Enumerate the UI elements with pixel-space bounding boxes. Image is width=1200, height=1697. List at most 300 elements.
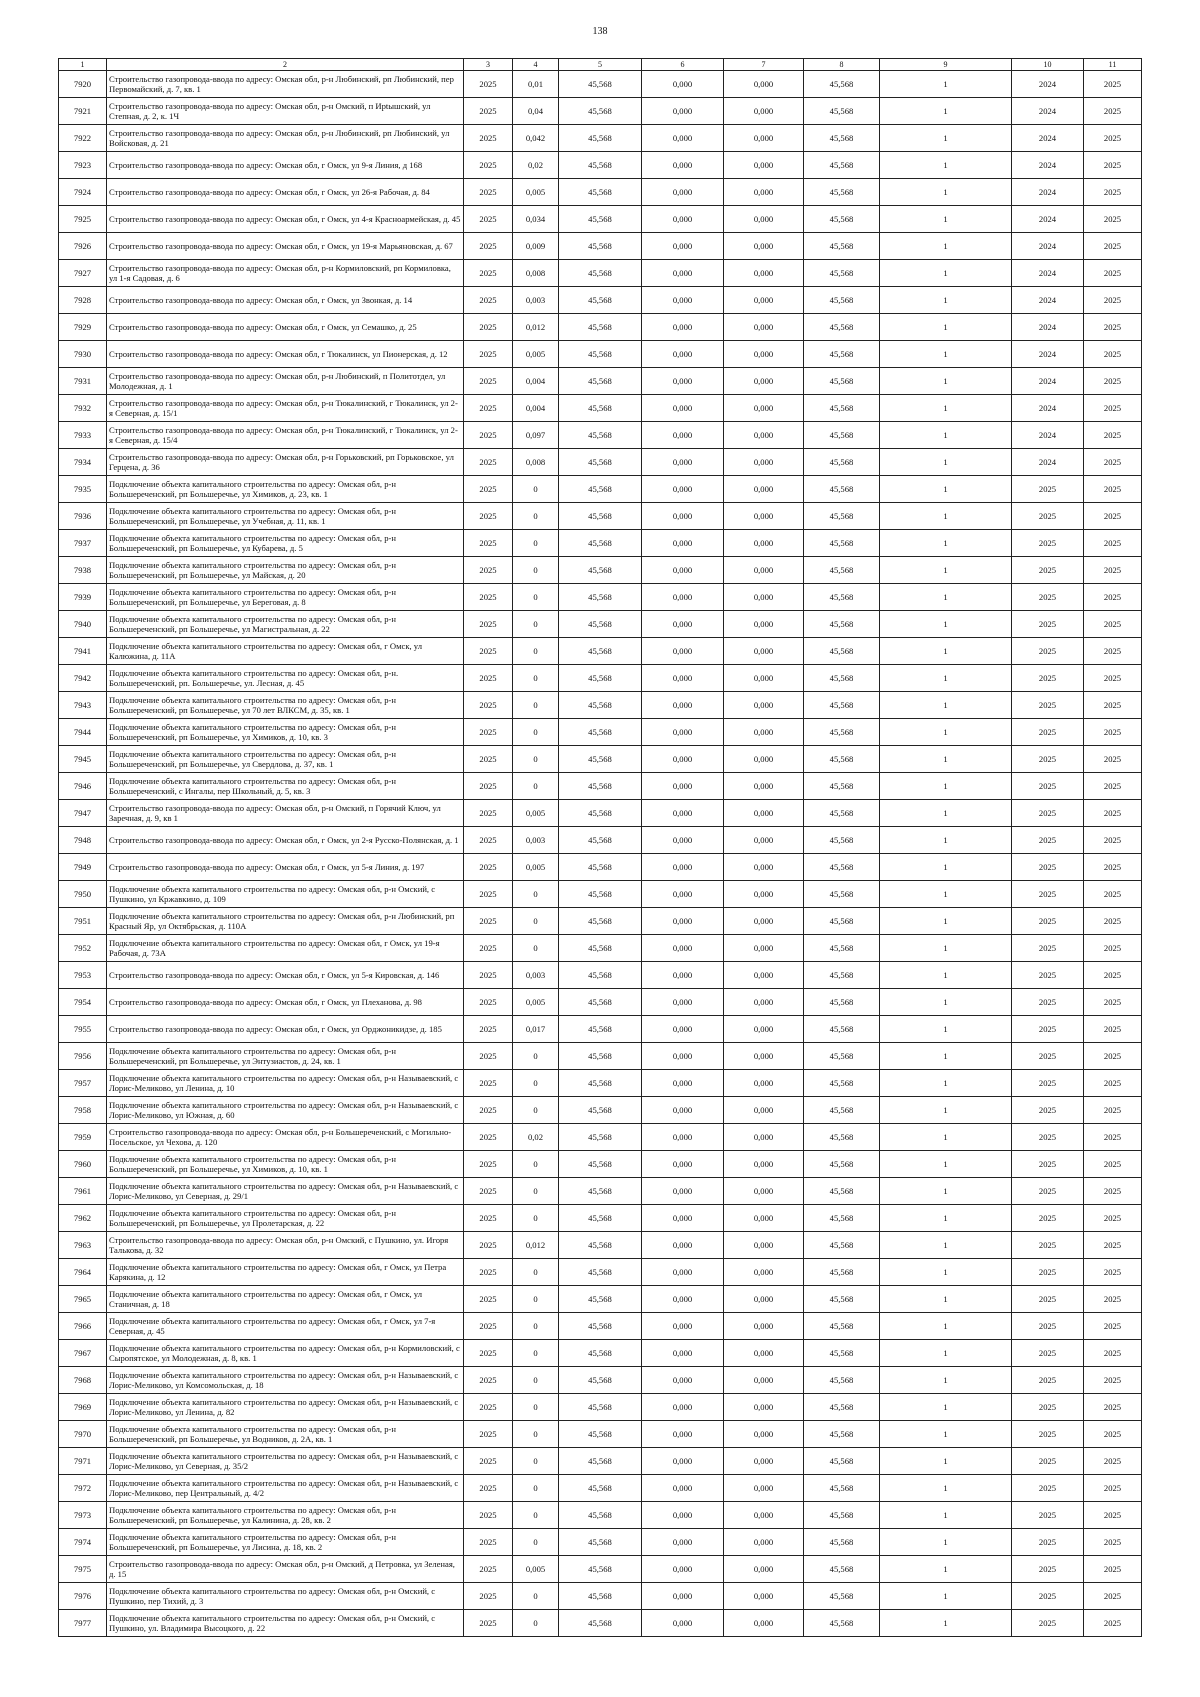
table-cell-col-4: 0,02 [513, 1124, 559, 1151]
table-cell-col-1: 7947 [59, 800, 107, 827]
table-cell-col-2: Подключение объекта капитального строительства по адресу: Омская обл, р-н Называевский, с Лорис-Меликово, ул Комсомольская, д. 18 [107, 1367, 464, 1394]
table-cell-col-5: 45,568 [559, 503, 642, 530]
table-cell-col-4: 0,097 [513, 422, 559, 449]
table-cell-col-5: 45,568 [559, 1475, 642, 1502]
table-cell-col-3: 2025 [464, 908, 513, 935]
table-cell-col-5: 45,568 [559, 557, 642, 584]
table-cell-col-4: 0,005 [513, 341, 559, 368]
table-cell-col-9: 1 [880, 800, 1012, 827]
table-row [59, 395, 1142, 422]
table-cell-col-7: 0,000 [724, 152, 804, 179]
table-cell-col-7: 0,000 [724, 287, 804, 314]
table-cell-col-7: 0,000 [724, 1583, 804, 1610]
table-cell-col-11: 2025 [1084, 1421, 1142, 1448]
column-number-6: 6 [642, 59, 724, 71]
table-cell-col-11: 2025 [1084, 1097, 1142, 1124]
table-cell-col-10: 2025 [1012, 1448, 1084, 1475]
table-cell-col-8: 45,568 [804, 179, 880, 206]
table-cell-col-11: 2025 [1084, 1043, 1142, 1070]
table-cell-col-9: 1 [880, 611, 1012, 638]
table-cell-col-9: 1 [880, 638, 1012, 665]
table-cell-col-8: 45,568 [804, 692, 880, 719]
table-cell-col-4: 0 [513, 1502, 559, 1529]
table-cell-col-9: 1 [880, 71, 1012, 98]
table-cell-col-7: 0,000 [724, 1610, 804, 1637]
table-cell-col-5: 45,568 [559, 395, 642, 422]
table-cell-col-10: 2025 [1012, 1475, 1084, 1502]
table-cell-col-2: Подключение объекта капитального строительства по адресу: Омская обл, р-н Большереченский, рп Большеречье, ул Химиков, д. 10, кв. 3 [107, 719, 464, 746]
table-row [59, 206, 1142, 233]
table-cell-col-11: 2025 [1084, 314, 1142, 341]
table-cell-col-8: 45,568 [804, 314, 880, 341]
table-cell-col-3: 2025 [464, 1583, 513, 1610]
table-cell-col-6: 0,000 [642, 206, 724, 233]
table-cell-col-4: 0,005 [513, 989, 559, 1016]
table-row [59, 71, 1142, 98]
table-cell-col-11: 2025 [1084, 341, 1142, 368]
table-cell-col-7: 0,000 [724, 881, 804, 908]
table-cell-col-5: 45,568 [559, 368, 642, 395]
table-cell-col-9: 1 [880, 233, 1012, 260]
table-cell-col-7: 0,000 [724, 503, 804, 530]
table-cell-col-11: 2025 [1084, 1286, 1142, 1313]
table-cell-col-10: 2025 [1012, 773, 1084, 800]
table-row [59, 1313, 1142, 1340]
table-row [59, 773, 1142, 800]
table-cell-col-1: 7942 [59, 665, 107, 692]
table-cell-col-11: 2025 [1084, 1070, 1142, 1097]
table-cell-col-2: Подключение объекта капитального строительства по адресу: Омская обл, р-н Большереченский, рп Большеречье, ул Магистральная, д. 22 [107, 611, 464, 638]
table-cell-col-11: 2025 [1084, 1475, 1142, 1502]
table-cell-col-9: 1 [880, 422, 1012, 449]
table-cell-col-8: 45,568 [804, 503, 880, 530]
table-cell-col-1: 7977 [59, 1610, 107, 1637]
table-cell-col-4: 0 [513, 1070, 559, 1097]
table-cell-col-8: 45,568 [804, 1313, 880, 1340]
table-cell-col-3: 2025 [464, 935, 513, 962]
table-cell-col-6: 0,000 [642, 935, 724, 962]
table-cell-col-3: 2025 [464, 368, 513, 395]
table-cell-col-8: 45,568 [804, 773, 880, 800]
table-cell-col-9: 1 [880, 1178, 1012, 1205]
table-row [59, 233, 1142, 260]
table-cell-col-1: 7968 [59, 1367, 107, 1394]
table-cell-col-5: 45,568 [559, 260, 642, 287]
table-cell-col-1: 7927 [59, 260, 107, 287]
table-cell-col-3: 2025 [464, 1340, 513, 1367]
table-cell-col-3: 2025 [464, 314, 513, 341]
table-cell-col-7: 0,000 [724, 827, 804, 854]
table-cell-col-5: 45,568 [559, 1016, 642, 1043]
table-cell-col-8: 45,568 [804, 1259, 880, 1286]
table-cell-col-1: 7938 [59, 557, 107, 584]
table-cell-col-6: 0,000 [642, 1610, 724, 1637]
table-cell-col-7: 0,000 [724, 1259, 804, 1286]
table-cell-col-10: 2025 [1012, 584, 1084, 611]
table-cell-col-2: Подключение объекта капитального строительства по адресу: Омская обл, р-н Большереченский, рп Большеречье, ул Калинина, д. 28, кв. 2 [107, 1502, 464, 1529]
table-cell-col-8: 45,568 [804, 1016, 880, 1043]
table-cell-col-8: 45,568 [804, 1205, 880, 1232]
table-cell-col-3: 2025 [464, 584, 513, 611]
table-cell-col-3: 2025 [464, 1178, 513, 1205]
table-cell-col-9: 1 [880, 665, 1012, 692]
table-cell-col-5: 45,568 [559, 233, 642, 260]
column-number-2: 2 [107, 59, 464, 71]
table-cell-col-6: 0,000 [642, 368, 724, 395]
table-cell-col-11: 2025 [1084, 1259, 1142, 1286]
table-cell-col-7: 0,000 [724, 989, 804, 1016]
table-cell-col-7: 0,000 [724, 1097, 804, 1124]
table-cell-col-1: 7962 [59, 1205, 107, 1232]
table-cell-col-5: 45,568 [559, 1151, 642, 1178]
table-cell-col-1: 7943 [59, 692, 107, 719]
table-cell-col-3: 2025 [464, 395, 513, 422]
table-cell-col-10: 2025 [1012, 1286, 1084, 1313]
table-row [59, 638, 1142, 665]
table-cell-col-1: 7923 [59, 152, 107, 179]
table-cell-col-1: 7957 [59, 1070, 107, 1097]
table-cell-col-3: 2025 [464, 1097, 513, 1124]
table-cell-col-11: 2025 [1084, 530, 1142, 557]
table-cell-col-1: 7932 [59, 395, 107, 422]
table-cell-col-7: 0,000 [724, 1232, 804, 1259]
table-cell-col-11: 2025 [1084, 1529, 1142, 1556]
table-cell-col-8: 45,568 [804, 341, 880, 368]
table-cell-col-6: 0,000 [642, 1232, 724, 1259]
table-cell-col-6: 0,000 [642, 449, 724, 476]
table-cell-col-11: 2025 [1084, 854, 1142, 881]
table-cell-col-3: 2025 [464, 962, 513, 989]
table-cell-col-2: Подключение объекта капитального строительства по адресу: Омская обл, г Омск, ул Калюжина, д. 11А [107, 638, 464, 665]
table-cell-col-2: Строительство газопровода-ввода по адресу: Омская обл, г Омск, ул 26-я Рабочая, д. 84 [107, 179, 464, 206]
table-row [59, 908, 1142, 935]
table-cell-col-10: 2025 [1012, 638, 1084, 665]
table-cell-col-5: 45,568 [559, 422, 642, 449]
table-cell-col-10: 2025 [1012, 800, 1084, 827]
table-cell-col-9: 1 [880, 1286, 1012, 1313]
table-cell-col-3: 2025 [464, 233, 513, 260]
table-cell-col-10: 2025 [1012, 1259, 1084, 1286]
table-cell-col-6: 0,000 [642, 287, 724, 314]
table-cell-col-7: 0,000 [724, 1313, 804, 1340]
table-cell-col-11: 2025 [1084, 260, 1142, 287]
table-cell-col-2: Строительство газопровода-ввода по адресу: Омская обл, р-н Любинский, рп Любинский, пер Первомайский, д. 7, кв. 1 [107, 71, 464, 98]
table-cell-col-1: 7963 [59, 1232, 107, 1259]
table-cell-col-9: 1 [880, 179, 1012, 206]
table-cell-col-11: 2025 [1084, 1232, 1142, 1259]
table-cell-col-3: 2025 [464, 287, 513, 314]
table-cell-col-8: 45,568 [804, 989, 880, 1016]
table-cell-col-5: 45,568 [559, 1421, 642, 1448]
table-cell-col-9: 1 [880, 719, 1012, 746]
table-cell-col-6: 0,000 [642, 1151, 724, 1178]
table-cell-col-5: 45,568 [559, 854, 642, 881]
table-cell-col-6: 0,000 [642, 719, 724, 746]
table-body [59, 59, 1142, 1637]
table-cell-col-9: 1 [880, 989, 1012, 1016]
table-cell-col-7: 0,000 [724, 395, 804, 422]
table-cell-col-6: 0,000 [642, 1556, 724, 1583]
column-number-8: 8 [804, 59, 880, 71]
table-cell-col-3: 2025 [464, 98, 513, 125]
table-cell-col-9: 1 [880, 1205, 1012, 1232]
table-cell-col-9: 1 [880, 1394, 1012, 1421]
table-cell-col-8: 45,568 [804, 584, 880, 611]
table-cell-col-3: 2025 [464, 1313, 513, 1340]
table-cell-col-1: 7944 [59, 719, 107, 746]
table-cell-col-1: 7969 [59, 1394, 107, 1421]
table-cell-col-7: 0,000 [724, 314, 804, 341]
table-cell-col-4: 0 [513, 611, 559, 638]
table-cell-col-6: 0,000 [642, 692, 724, 719]
table-cell-col-4: 0 [513, 1394, 559, 1421]
table-cell-col-2: Строительство газопровода-ввода по адресу: Омская обл, г Омск, ул 5-я Кировская, д. 146 [107, 962, 464, 989]
table-cell-col-4: 0 [513, 1583, 559, 1610]
table-row [59, 260, 1142, 287]
table-cell-col-11: 2025 [1084, 98, 1142, 125]
table-cell-col-4: 0 [513, 881, 559, 908]
table-cell-col-8: 45,568 [804, 125, 880, 152]
column-number-1: 1 [59, 59, 107, 71]
table-cell-col-8: 45,568 [804, 98, 880, 125]
table-cell-col-4: 0,017 [513, 1016, 559, 1043]
table-cell-col-4: 0,003 [513, 287, 559, 314]
table-cell-col-3: 2025 [464, 1475, 513, 1502]
table-cell-col-6: 0,000 [642, 584, 724, 611]
column-number-5: 5 [559, 59, 642, 71]
table-cell-col-6: 0,000 [642, 395, 724, 422]
table-cell-col-11: 2025 [1084, 422, 1142, 449]
table-cell-col-6: 0,000 [642, 1043, 724, 1070]
table-cell-col-4: 0 [513, 1259, 559, 1286]
table-cell-col-5: 45,568 [559, 827, 642, 854]
table-cell-col-11: 2025 [1084, 1583, 1142, 1610]
table-cell-col-11: 2025 [1084, 368, 1142, 395]
table-cell-col-4: 0,004 [513, 395, 559, 422]
table-cell-col-10: 2025 [1012, 1205, 1084, 1232]
table-cell-col-1: 7928 [59, 287, 107, 314]
table-cell-col-11: 2025 [1084, 1502, 1142, 1529]
table-cell-col-2: Строительство газопровода-ввода по адресу: Омская обл, р-н Омский, п Горячий Ключ, ул Заречная, д. 9, кв 1 [107, 800, 464, 827]
table-cell-col-9: 1 [880, 530, 1012, 557]
table-cell-col-8: 45,568 [804, 908, 880, 935]
table-cell-col-5: 45,568 [559, 179, 642, 206]
table-cell-col-9: 1 [880, 1070, 1012, 1097]
table-cell-col-5: 45,568 [559, 98, 642, 125]
table-cell-col-5: 45,568 [559, 341, 642, 368]
table-cell-col-9: 1 [880, 125, 1012, 152]
table-cell-col-3: 2025 [464, 476, 513, 503]
table-cell-col-3: 2025 [464, 854, 513, 881]
table-cell-col-1: 7941 [59, 638, 107, 665]
table-cell-col-8: 45,568 [804, 71, 880, 98]
table-cell-col-10: 2025 [1012, 476, 1084, 503]
table-cell-col-11: 2025 [1084, 1151, 1142, 1178]
table-cell-col-10: 2025 [1012, 1583, 1084, 1610]
table-cell-col-5: 45,568 [559, 692, 642, 719]
column-number-7: 7 [724, 59, 804, 71]
table-cell-col-11: 2025 [1084, 989, 1142, 1016]
table-cell-col-1: 7961 [59, 1178, 107, 1205]
table-cell-col-4: 0,005 [513, 179, 559, 206]
table-cell-col-6: 0,000 [642, 530, 724, 557]
table-cell-col-5: 45,568 [559, 1367, 642, 1394]
table-cell-col-5: 45,568 [559, 773, 642, 800]
table-cell-col-6: 0,000 [642, 1421, 724, 1448]
table-row [59, 611, 1142, 638]
table-row [59, 1529, 1142, 1556]
table-cell-col-3: 2025 [464, 638, 513, 665]
table-cell-col-6: 0,000 [642, 152, 724, 179]
registry-table [58, 58, 1142, 1637]
table-cell-col-1: 7958 [59, 1097, 107, 1124]
table-cell-col-10: 2025 [1012, 1043, 1084, 1070]
table-cell-col-7: 0,000 [724, 1286, 804, 1313]
table-cell-col-3: 2025 [464, 341, 513, 368]
table-cell-col-10: 2025 [1012, 881, 1084, 908]
table-cell-col-9: 1 [880, 1232, 1012, 1259]
table-cell-col-1: 7936 [59, 503, 107, 530]
table-cell-col-7: 0,000 [724, 854, 804, 881]
table-cell-col-1: 7972 [59, 1475, 107, 1502]
table-cell-col-7: 0,000 [724, 1178, 804, 1205]
table-cell-col-2: Подключение объекта капитального строительства по адресу: Омская обл, г Омск, ул Петра Карякина, д. 12 [107, 1259, 464, 1286]
table-cell-col-4: 0 [513, 719, 559, 746]
table-cell-col-5: 45,568 [559, 584, 642, 611]
table-cell-col-11: 2025 [1084, 1556, 1142, 1583]
table-cell-col-1: 7922 [59, 125, 107, 152]
table-cell-col-4: 0,01 [513, 71, 559, 98]
table-cell-col-11: 2025 [1084, 557, 1142, 584]
table-cell-col-10: 2024 [1012, 314, 1084, 341]
table-cell-col-1: 7948 [59, 827, 107, 854]
table-cell-col-6: 0,000 [642, 1583, 724, 1610]
table-cell-col-10: 2025 [1012, 1016, 1084, 1043]
table-cell-col-7: 0,000 [724, 260, 804, 287]
table-row [59, 503, 1142, 530]
table-cell-col-9: 1 [880, 152, 1012, 179]
table-cell-col-2: Строительство газопровода-ввода по адресу: Омская обл, г Омск, ул 4-я Красноармейская, д. 45 [107, 206, 464, 233]
table-cell-col-9: 1 [880, 746, 1012, 773]
table-cell-col-6: 0,000 [642, 557, 724, 584]
table-cell-col-4: 0 [513, 1097, 559, 1124]
table-cell-col-11: 2025 [1084, 1016, 1142, 1043]
table-cell-col-7: 0,000 [724, 611, 804, 638]
table-cell-col-5: 45,568 [559, 746, 642, 773]
table-cell-col-4: 0 [513, 665, 559, 692]
table-cell-col-7: 0,000 [724, 962, 804, 989]
table-cell-col-2: Строительство газопровода-ввода по адресу: Омская обл, г Омск, ул Плеханова, д. 98 [107, 989, 464, 1016]
table-cell-col-9: 1 [880, 368, 1012, 395]
table-cell-col-2: Строительство газопровода-ввода по адресу: Омская обл, г Омск, ул 9-я Линия, д 168 [107, 152, 464, 179]
table-row [59, 1610, 1142, 1637]
table-cell-col-9: 1 [880, 1313, 1012, 1340]
table-cell-col-2: Подключение объекта капитального строительства по адресу: Омская обл, р-н. Большереченский, рп. Большеречье, ул. Лесная, д. 45 [107, 665, 464, 692]
table-cell-col-3: 2025 [464, 1394, 513, 1421]
table-cell-col-11: 2025 [1084, 1178, 1142, 1205]
table-cell-col-8: 45,568 [804, 395, 880, 422]
table-cell-col-4: 0,005 [513, 1556, 559, 1583]
column-number-4: 4 [513, 59, 559, 71]
table-cell-col-3: 2025 [464, 1043, 513, 1070]
table-cell-col-10: 2025 [1012, 854, 1084, 881]
table-row [59, 98, 1142, 125]
table-cell-col-3: 2025 [464, 746, 513, 773]
table-cell-col-9: 1 [880, 1421, 1012, 1448]
table-row [59, 1556, 1142, 1583]
table-cell-col-2: Подключение объекта капитального строительства по адресу: Омская обл, г Омск, ул 19-я Рабочая, д. 73А [107, 935, 464, 962]
table-cell-col-2: Подключение объекта капитального строительства по адресу: Омская обл, р-н Большереченский, рп Большеречье, ул Кубарева, д. 5 [107, 530, 464, 557]
table-row [59, 1475, 1142, 1502]
table-cell-col-9: 1 [880, 1097, 1012, 1124]
table-cell-col-9: 1 [880, 1448, 1012, 1475]
table-cell-col-4: 0 [513, 1448, 559, 1475]
table-cell-col-8: 45,568 [804, 611, 880, 638]
table-cell-col-4: 0 [513, 1367, 559, 1394]
table-cell-col-10: 2024 [1012, 233, 1084, 260]
table-cell-col-4: 0 [513, 908, 559, 935]
table-cell-col-8: 45,568 [804, 1070, 880, 1097]
table-cell-col-1: 7959 [59, 1124, 107, 1151]
table-cell-col-11: 2025 [1084, 962, 1142, 989]
table-cell-col-9: 1 [880, 1610, 1012, 1637]
table-row [59, 854, 1142, 881]
table-cell-col-3: 2025 [464, 773, 513, 800]
table-cell-col-9: 1 [880, 854, 1012, 881]
table-cell-col-2: Подключение объекта капитального строительства по адресу: Омская обл, р-н Называевский, с Лорис-Меликово, ул Ленина, д. 82 [107, 1394, 464, 1421]
table-cell-col-7: 0,000 [724, 1205, 804, 1232]
table-row [59, 314, 1142, 341]
table-cell-col-5: 45,568 [559, 1448, 642, 1475]
table-cell-col-8: 45,568 [804, 1043, 880, 1070]
table-cell-col-1: 7955 [59, 1016, 107, 1043]
table-cell-col-6: 0,000 [642, 1286, 724, 1313]
table-cell-col-11: 2025 [1084, 719, 1142, 746]
table-cell-col-7: 0,000 [724, 98, 804, 125]
table-cell-col-5: 45,568 [559, 1313, 642, 1340]
table-cell-col-6: 0,000 [642, 962, 724, 989]
table-cell-col-5: 45,568 [559, 935, 642, 962]
table-cell-col-9: 1 [880, 314, 1012, 341]
table-cell-col-11: 2025 [1084, 152, 1142, 179]
table-cell-col-3: 2025 [464, 152, 513, 179]
table-cell-col-9: 1 [880, 1340, 1012, 1367]
table-cell-col-10: 2024 [1012, 449, 1084, 476]
table-cell-col-11: 2025 [1084, 1205, 1142, 1232]
table-cell-col-2: Подключение объекта капитального строительства по адресу: Омская обл, р-н Кормиловский, с Сыропятское, ул Молодежная, д. 8, кв. 1 [107, 1340, 464, 1367]
table-cell-col-8: 45,568 [804, 449, 880, 476]
table-cell-col-3: 2025 [464, 557, 513, 584]
table-cell-col-10: 2025 [1012, 935, 1084, 962]
table-row [59, 341, 1142, 368]
table-cell-col-4: 0 [513, 1475, 559, 1502]
table-cell-col-2: Строительство газопровода-ввода по адресу: Омская обл, р-н Большереченский, с Могильно-Посельское, ул Чехова, д. 120 [107, 1124, 464, 1151]
table-row [59, 1583, 1142, 1610]
table-cell-col-2: Подключение объекта капитального строительства по адресу: Омская обл, р-н Называевский, с Лорис-Меликово, ул Южная, д. 60 [107, 1097, 464, 1124]
table-cell-col-1: 7930 [59, 341, 107, 368]
table-cell-col-10: 2025 [1012, 746, 1084, 773]
table-cell-col-11: 2025 [1084, 827, 1142, 854]
table-row [59, 1367, 1142, 1394]
table-cell-col-1: 7952 [59, 935, 107, 962]
table-cell-col-7: 0,000 [724, 368, 804, 395]
table-cell-col-7: 0,000 [724, 1556, 804, 1583]
table-cell-col-3: 2025 [464, 800, 513, 827]
table-cell-col-8: 45,568 [804, 1340, 880, 1367]
table-cell-col-8: 45,568 [804, 287, 880, 314]
table-cell-col-5: 45,568 [559, 1502, 642, 1529]
table-cell-col-6: 0,000 [642, 1394, 724, 1421]
